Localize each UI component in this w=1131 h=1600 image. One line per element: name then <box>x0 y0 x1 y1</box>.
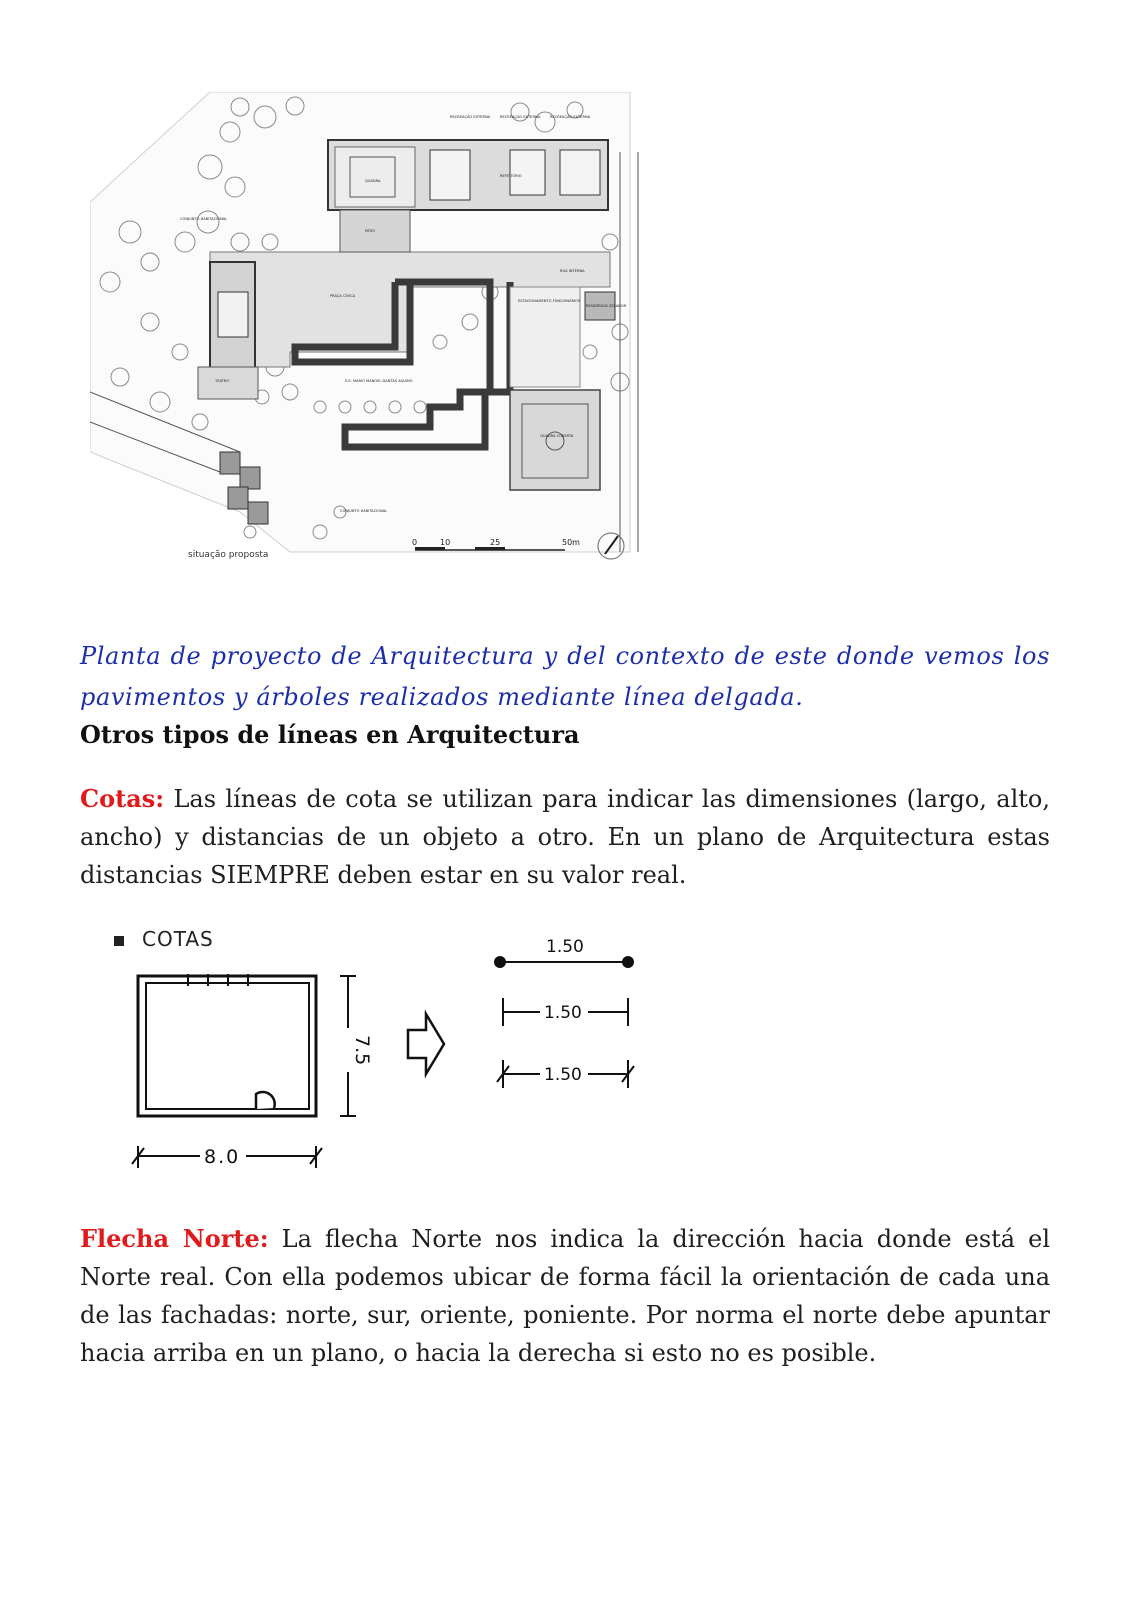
width-dimension-label: 8.0 <box>204 1146 241 1168</box>
cotas-figure-title: COTAS <box>142 927 214 951</box>
cotas-term: Cotas: <box>80 784 165 813</box>
bullet-icon <box>114 936 124 946</box>
scale-label: 50m <box>562 538 580 547</box>
example-dimension-label: 1.50 <box>544 1065 582 1085</box>
flecha-norte-text: La flecha Norte nos indica la dirección hacia donde está el Norte real. Con ella podemos ubicar de forma fácil la orientación de cada una de las fachadas: norte, sur, oriente, poniente. Por norma el norte debe apuntar hacia arriba en un plano, o hacia la derecha si esto no es posible. <box>80 1225 1051 1367</box>
plan-area-label: RUA INTERNA <box>560 269 585 273</box>
plan-area-label: PRAÇA CÍVICA <box>330 294 356 298</box>
figure-caption: Planta de proyecto de Arquitectura y del contexto de este donde vemos los pavimentos y árboles realizados mediante línea delgada. <box>80 642 1050 711</box>
plan-footer-label: situação proposta <box>188 550 269 560</box>
cotas-paragraph <box>80 780 1050 894</box>
flecha-norte-term: Flecha Norte: <box>80 1224 269 1253</box>
cotas-diagram-image <box>108 918 668 1200</box>
plan-area-label: CONJUNTO HABITACIONAL <box>180 217 228 221</box>
height-dimension-label: 7.5 <box>351 1035 373 1066</box>
plan-area-label: E.E. MARIO MANOEL DANTAS AQUINO <box>345 379 413 383</box>
plan-area-label: QUADRA COBERTA <box>540 434 574 438</box>
scale-label: 25 <box>490 538 501 547</box>
flecha-norte-paragraph <box>80 1220 1050 1372</box>
plan-area-label: RECREAÇÃO EXTERNA <box>450 115 491 119</box>
example-dimension-label: 1.50 <box>546 937 584 957</box>
plan-area-label: ESTACIONAMENTO FUNCIONÁRIOS <box>518 299 581 303</box>
plan-area-label: PÁTIO <box>365 229 376 233</box>
plan-area-label: RESIDÊNCIA ZELADOR <box>586 304 627 308</box>
example-dimension-label: 1.50 <box>544 1003 582 1023</box>
scale-label: 10 <box>440 538 451 547</box>
plan-area-label: REFEITÓRIO <box>500 174 522 178</box>
scale-label: 0 <box>412 538 418 547</box>
section-heading: Otros tipos de líneas en Arquitectura <box>80 720 580 749</box>
plan-area-label: RECREAÇÃO EXTERNA <box>550 115 591 119</box>
site-plan-image <box>90 92 656 580</box>
plan-area-label: TEATRO <box>215 379 230 383</box>
plan-area-label: RECREAÇÃO EXTERNA <box>500 115 541 119</box>
plan-area-label: QUADRA <box>365 179 381 183</box>
cotas-text: Las líneas de cota se utilizan para indicar las dimensiones (largo, alto, ancho) y distancias de un objeto a otro. En un plano de Arquitectura estas distancias SIEMPRE deben estar en su valor real. <box>80 785 1050 889</box>
plan-area-label: CONJUNTO HABITACIONAL <box>340 509 388 513</box>
